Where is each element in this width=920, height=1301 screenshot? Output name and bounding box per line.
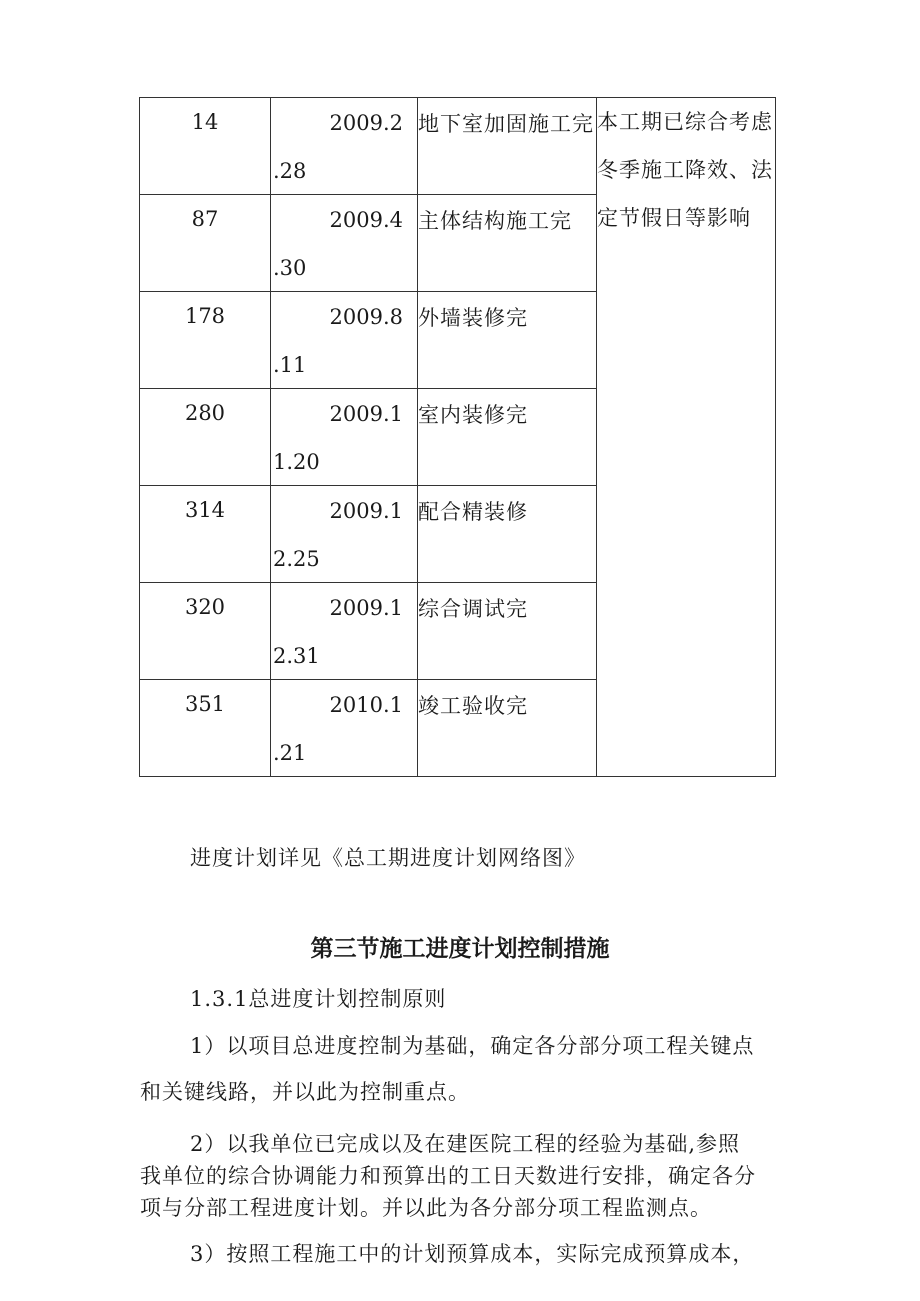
- date-cell: [271, 389, 418, 486]
- date-part-2: 1.20: [273, 450, 320, 474]
- day-cell: 280: [140, 389, 271, 486]
- day-cell: 87: [140, 195, 271, 292]
- date-part-2: 2.31: [273, 644, 320, 668]
- event-text: 地下室加固施工完: [418, 112, 594, 136]
- date-cell: [271, 583, 418, 680]
- date-cell: [271, 486, 418, 583]
- event-cell: [418, 389, 597, 486]
- date-cell: [271, 680, 418, 777]
- schedule-reference: 进度计划详见《总工期进度计划网络图》: [190, 846, 586, 870]
- note-text: 本工期已综合考虑冬季施工降效、法定节假日等影响: [597, 110, 773, 230]
- event-text: 外墙装修完: [418, 306, 528, 330]
- paragraph-3-line-1: 3）按照工程施工中的计划预算成本，实际完成预算成本，: [190, 1242, 755, 1266]
- paragraph-2-line-2: 我单位的综合协调能力和预算出的工日天数进行安排，确定各分: [140, 1164, 756, 1188]
- day-cell: 351: [140, 680, 271, 777]
- event-text: 室内装修完: [418, 403, 528, 427]
- event-text: 竣工验收完: [418, 694, 528, 718]
- date-part-1: 2009.1: [329, 402, 403, 426]
- event-cell: [418, 292, 597, 389]
- date-part-2: 2.25: [273, 547, 320, 571]
- date-part-1: 2009.1: [329, 499, 403, 523]
- event-cell: [418, 583, 597, 680]
- paragraph-1-line-2: 和关键线路，并以此为控制重点。: [140, 1080, 470, 1104]
- date-part-2: .21: [273, 741, 307, 765]
- date-cell: [271, 98, 418, 195]
- section-heading: 第三节施工进度计划控制措施: [310, 936, 610, 962]
- event-text: 综合调试完: [418, 597, 528, 621]
- date-cell: [271, 292, 418, 389]
- paragraph-2-line-1: 2）以我单位已完成以及在建医院工程的经验为基础,参照: [190, 1132, 741, 1156]
- paragraph-1-line-1: 1）以项目总进度控制为基础，确定各分部分项工程关键点: [190, 1034, 755, 1058]
- milestone-table: [139, 97, 776, 777]
- date-part-2: .28: [273, 159, 307, 183]
- date-part-1: 2009.1: [329, 596, 403, 620]
- event-cell: [418, 195, 597, 292]
- date-cell: [271, 195, 418, 292]
- paragraph-2-line-3: 项与分部工程进度计划。并以此为各分部分项工程监测点。: [140, 1196, 712, 1220]
- date-part-1: 2009.4: [329, 208, 403, 232]
- note-cell: [597, 98, 776, 777]
- day-cell: 14: [140, 98, 271, 195]
- event-text: 主体结构施工完: [418, 209, 572, 233]
- day-cell: 178: [140, 292, 271, 389]
- date-part-1: 2009.8: [329, 305, 403, 329]
- event-cell: [418, 98, 597, 195]
- event-cell: [418, 486, 597, 583]
- event-cell: [418, 680, 597, 777]
- date-part-1: 2010.1: [329, 693, 403, 717]
- day-cell: 314: [140, 486, 271, 583]
- event-text: 配合精装修: [418, 500, 528, 524]
- date-part-2: .30: [273, 256, 307, 280]
- day-cell: 320: [140, 583, 271, 680]
- date-part-2: .11: [273, 353, 307, 377]
- date-part-1: 2009.2: [329, 111, 403, 135]
- table-row: [140, 98, 776, 195]
- subsection-title: 1.3.1总进度计划控制原则: [190, 987, 447, 1011]
